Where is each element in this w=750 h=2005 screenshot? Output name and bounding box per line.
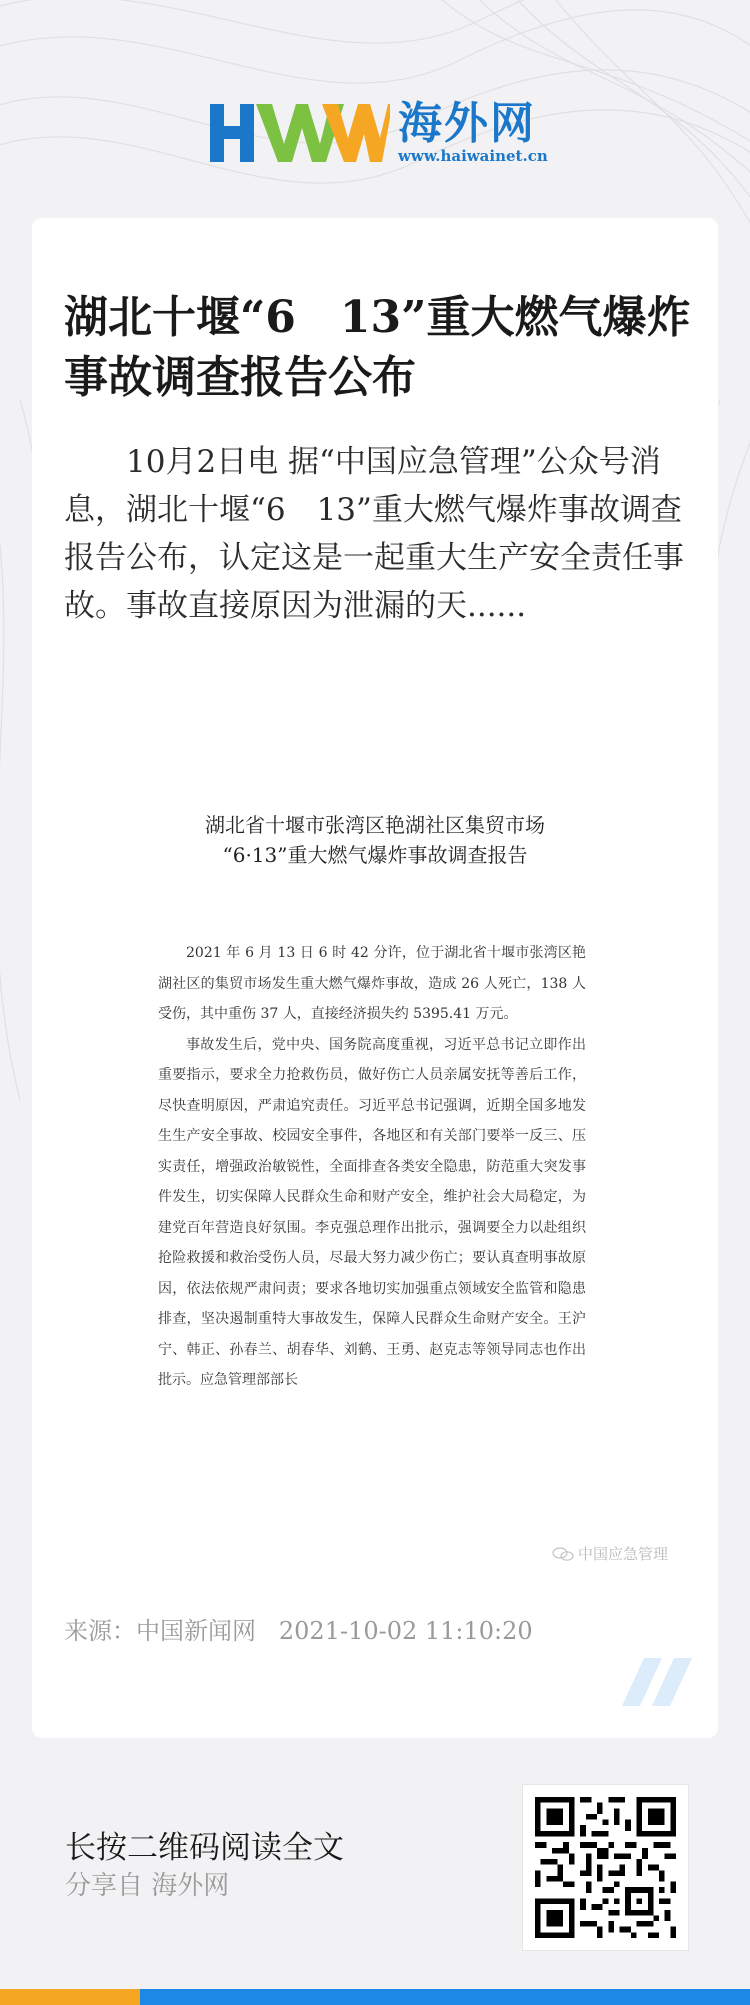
document-paragraph-2: 事故发生后，党中央、国务院高度重视，习近平总书记立即作出重要指示，要求全力抢救伤员，做好伤亡人员亲属安抚等善后工作，尽快查明原因，严肃追究责任。习近平总书记强调，近期全国多地发生生产安全事故、校园安全事件，各地区和有关部门要举一反三、压实责任，增强政治敏锐性，全面排查各类安全隐患，防范重大突发事件发生，切实保障人民群众生命和财产安全，维护社会大局稳定，为建党百年营造良好氛围。李克强总理作出批示，强调要全力以赴组织抢险救援和救治受伤人员，尽最大努力减少伤亡；要认真查明事故原因，依法依规严肃问责；要求各地切实加强重点领域安全监管和隐患排查，坚决遏制重特大事故发生，保障人民群众生命财产安全。王沪宁、韩正、孙春兰、胡春华、刘鹤、王勇、赵克志等领导同志也作出批示。应急管理部部长 <box>158 1036 586 1388</box>
document-body <box>158 938 586 1396</box>
document-title-line1: 湖北省十堰市张湾区艳湖社区集贸市场 <box>205 813 545 837</box>
hww-logo-mark <box>210 98 390 164</box>
bottom-brand-bar <box>0 1989 750 2005</box>
article-title: 湖北十堰“6 13”重大燃气爆炸事故调查报告公布 <box>64 292 691 403</box>
wechat-icon <box>552 1547 574 1561</box>
logo-url: www.haiwainet.cn <box>398 147 548 165</box>
logo-brand-name: 海外网 <box>398 98 536 149</box>
footer-title: 长按二维码阅读全文 <box>65 1830 344 1866</box>
document-paragraph-1: 2021 年 6 月 13 日 6 时 42 分许，位于湖北省十堰市张湾区艳湖社区的集贸市场发生重大燃气爆炸事故，造成 26 人死亡，138 人受伤，其中重伤 37 人，直接经济损失约 5395.41 万元。 <box>158 945 586 1022</box>
decorative-slashes-icon <box>622 1658 712 1708</box>
qr-code-icon <box>535 1797 676 1938</box>
bottom-bar-blue <box>140 1989 750 2005</box>
qr-code[interactable] <box>522 1784 689 1951</box>
wechat-watermark <box>552 1544 668 1564</box>
source-datetime: 2021-10-02 11:10:20 <box>278 1617 533 1645</box>
haiwainet-logo <box>210 98 548 168</box>
footer-share-source: 分享自 海外网 <box>65 1871 230 1901</box>
article-source <box>64 1614 533 1648</box>
source-label: 来源：中国新闻网 <box>64 1617 256 1645</box>
watermark-text: 中国应急管理 <box>577 1545 668 1563</box>
article-card <box>32 218 718 1738</box>
article-summary: 10月2日电 据“中国应急管理”公众号消息，湖北十堰“6 13”重大燃气爆炸事故调查报告公布，认定这是一起重大生产安全责任事故。事故直接原因为泄漏的天...... <box>64 444 684 624</box>
document-title-line2: “6·13”重大燃气爆炸事故调查报告 <box>222 843 528 867</box>
document-title <box>32 810 718 870</box>
share-footer <box>0 1744 750 1989</box>
bottom-bar-orange <box>0 1989 140 2005</box>
